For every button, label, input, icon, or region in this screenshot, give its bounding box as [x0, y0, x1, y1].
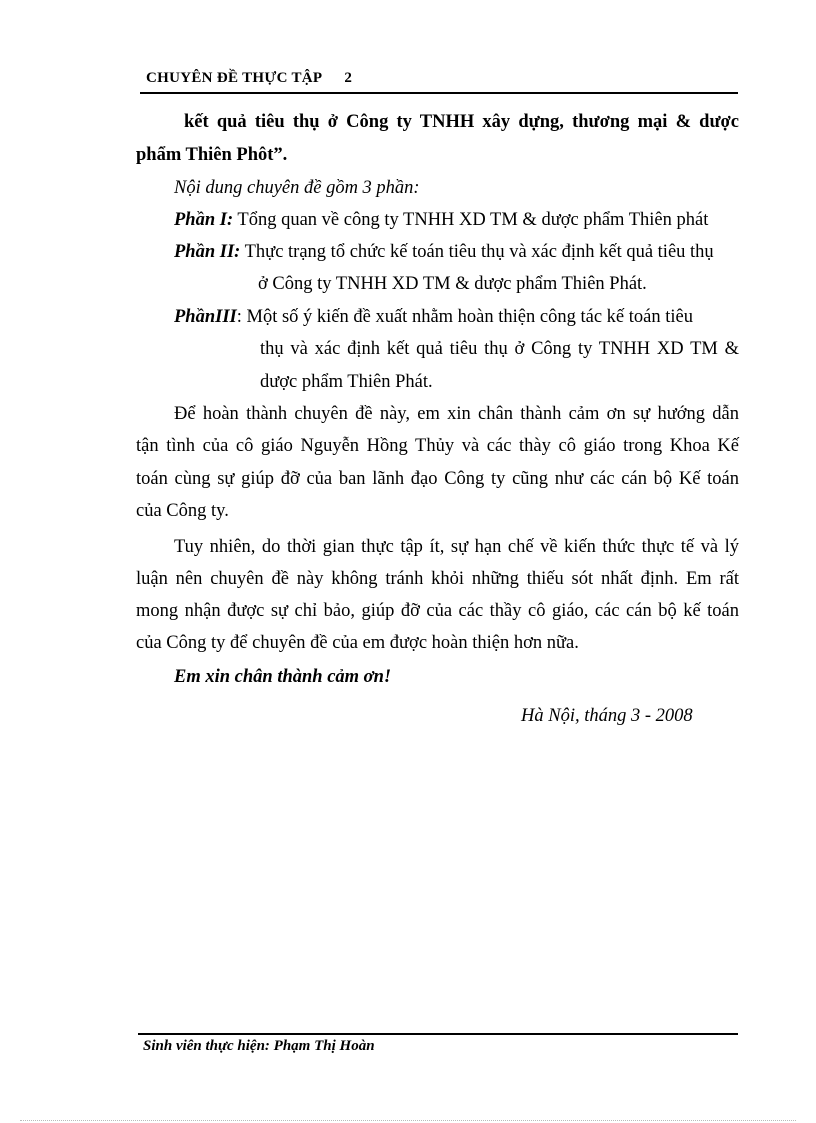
part-1-label: Phần I: [174, 210, 234, 230]
thanks-line: Em xin chân thành cảm ơn! [174, 667, 392, 687]
part-3-text-line1: : Một số ý kiến đề xuất nhằm hoàn thiện công tác kế toán tiêu [236, 307, 693, 327]
title-continuation-line1: kết quả tiêu thụ ở Công ty TNHH xây dựng, thương mại & dược [184, 112, 739, 132]
part-1 [174, 210, 708, 231]
footer-rule [138, 1033, 738, 1035]
part-2-text-line1: Thực trạng tổ chức kế toán tiêu thụ và xác định kết quả tiêu thụ [244, 242, 714, 262]
page-number: 2 [344, 70, 353, 86]
header-text [140, 70, 738, 87]
title-continuation-line2: phẩm Thiên Phôt”. [136, 145, 288, 165]
part-3 [174, 307, 693, 328]
date-line: Hà Nội, tháng 3 - 2008 [521, 706, 693, 726]
part-2-text-line2: ở Công ty TNHH XD TM & dược phẩm Thiên Phát. [258, 274, 647, 294]
para1-line4: của Công ty. [136, 501, 229, 521]
part-3-text-line2: thụ và xác định kết quả tiêu thụ ở Công ty TNHH XD TM & [260, 339, 739, 359]
para1-line3: toán cùng sự giúp đỡ của ban lãnh đạo Công ty cũng như các cán bộ Kế toán [136, 469, 739, 489]
footer-student: Sinh viên thực hiện: Phạm Thị Hoàn [143, 1038, 375, 1054]
para2-line2: luận nên chuyên đề này không tránh khỏi những thiếu sót nhất định. Em rất [136, 569, 739, 589]
part-2-label: Phần II: [174, 242, 241, 262]
para2-line4: của Công ty để chuyên đề của em được hoàn thiện hơn nữa. [136, 633, 579, 653]
page-edge-divider [20, 1120, 796, 1121]
para2-line1: Tuy nhiên, do thời gian thực tập ít, sự hạn chế về kiến thức thực tế và lý [174, 537, 739, 557]
para1-line2: tận tình của cô giáo Nguyễn Hồng Thủy và các thày cô giáo trong Khoa Kế [136, 436, 739, 456]
part-1-text: Tổng quan về công ty TNHH XD TM & dược phẩm Thiên phát [237, 210, 709, 230]
page-header [140, 70, 738, 87]
header-rule [140, 92, 738, 94]
part-3-label: PhầnIII [174, 307, 237, 327]
para1-line1: Để hoàn thành chuyên đề này, em xin chân thành cảm ơn sự hướng dẫn [174, 404, 739, 424]
para2-line3: mong nhận được sự chỉ bảo, giúp đỡ của các thầy cô giáo, các cán bộ kế toán [136, 601, 739, 621]
intro-line: Nội dung chuyên đề gồm 3 phần: [174, 178, 420, 198]
header-title: CHUYÊN ĐỀ THỰC TẬP [146, 70, 323, 86]
part-3-text-line3: dược phẩm Thiên Phát. [260, 372, 433, 392]
part-2 [174, 242, 714, 263]
